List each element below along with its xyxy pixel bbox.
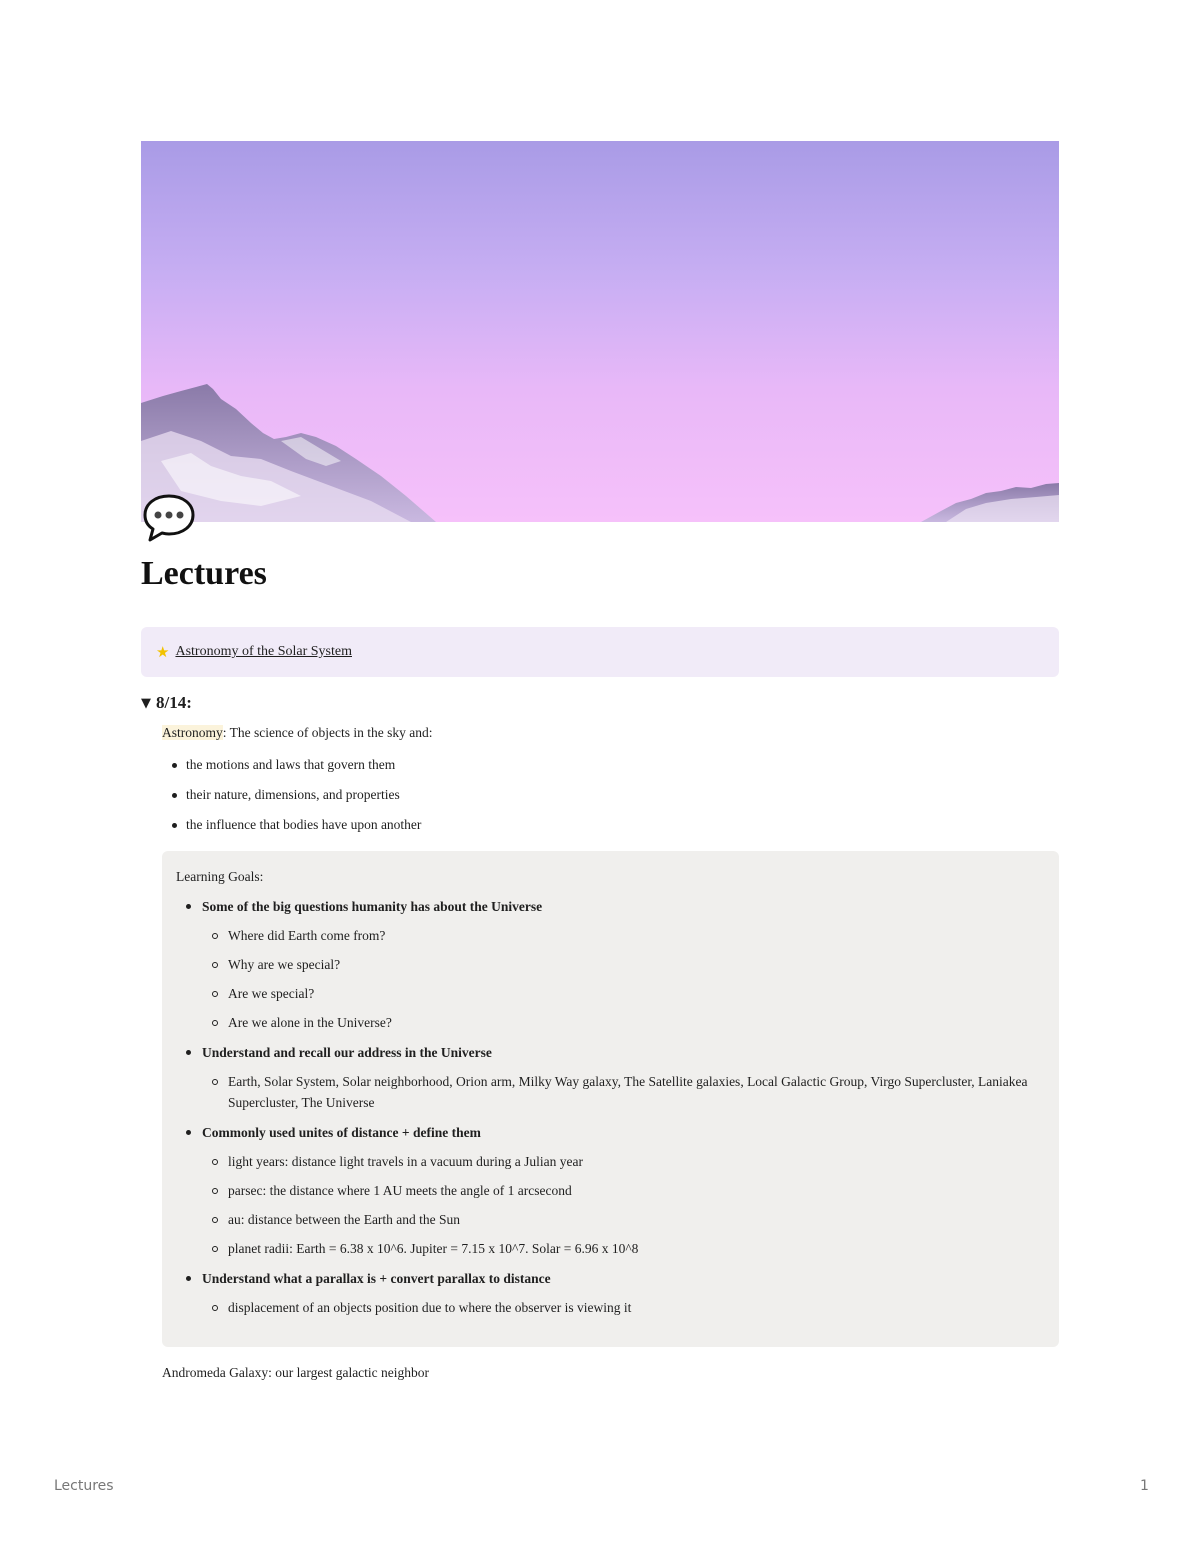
goal-subitem: au: distance between the Earth and the Sun	[202, 1209, 1045, 1230]
goal-item	[176, 1122, 1045, 1259]
goal-item	[176, 896, 1045, 1033]
goal-item	[176, 1042, 1045, 1113]
list-item: the influence that bodies have upon another	[162, 815, 421, 845]
highlighted-term: Astronomy	[162, 725, 223, 740]
learning-goals-title: Learning Goals:	[176, 869, 264, 884]
goal-subitem: parsec: the distance where 1 AU meets the angle of 1 arcsecond	[202, 1180, 1045, 1201]
page-title: Lectures	[141, 555, 267, 592]
toggle-8-14[interactable]	[141, 693, 192, 713]
goal-text: Understand what a parallax is + convert parallax to distance	[202, 1271, 551, 1286]
list-item: their nature, dimensions, and properties	[162, 785, 421, 815]
triangle-down-icon[interactable]: ▼	[141, 695, 151, 711]
linked-page-callout	[141, 627, 1059, 677]
footer-page-number: 1	[1140, 1478, 1149, 1494]
learning-goals-list	[176, 896, 1045, 1318]
speech-bubble-icon	[141, 490, 197, 546]
goal-item	[176, 1268, 1045, 1318]
goal-text: Some of the big questions humanity has about the Universe	[202, 899, 543, 914]
learning-goals-callout	[162, 851, 1059, 1347]
goal-text: Commonly used unites of distance + define them	[202, 1125, 481, 1140]
definition-text: : The science of objects in the sky and:	[222, 725, 433, 740]
definition-bullet-list	[162, 755, 421, 845]
goal-subitem: Why are we special?	[202, 954, 1045, 975]
cover-image	[141, 141, 1059, 522]
astronomy-page-link[interactable]: Astronomy of the Solar System	[175, 644, 352, 659]
goal-subitem: Are we special?	[202, 983, 1045, 1004]
andromeda-note: Andromeda Galaxy: our largest galactic neighbor	[162, 1365, 430, 1380]
goal-subitem: displacement of an objects position due to where the observer is viewing it	[202, 1297, 1045, 1318]
list-item: the motions and laws that govern them	[162, 755, 421, 785]
footer-page-name: Lectures	[54, 1478, 114, 1494]
goal-subitem: Are we alone in the Universe?	[202, 1012, 1045, 1033]
goal-subitem: planet radii: Earth = 6.38 x 10^6. Jupiter = 7.15 x 10^7. Solar = 6.96 x 10^8	[202, 1238, 1045, 1259]
astronomy-definition	[162, 725, 432, 741]
goal-text: Understand and recall our address in the Universe	[202, 1045, 492, 1060]
goal-subitem: Earth, Solar System, Solar neighborhood, Orion arm, Milky Way galaxy, The Satellite galaxies, Local Galactic Group, Virgo Supercluster, Laniakea Supercluster, The Universe	[202, 1071, 1045, 1113]
mountain-illustration	[141, 141, 1059, 522]
goal-subitem: Where did Earth come from?	[202, 925, 1045, 946]
star-icon: ★	[156, 643, 170, 661]
goal-subitem: light years: distance light travels in a vacuum during a Julian year	[202, 1151, 1045, 1172]
toggle-label: 8/14:	[156, 693, 192, 712]
